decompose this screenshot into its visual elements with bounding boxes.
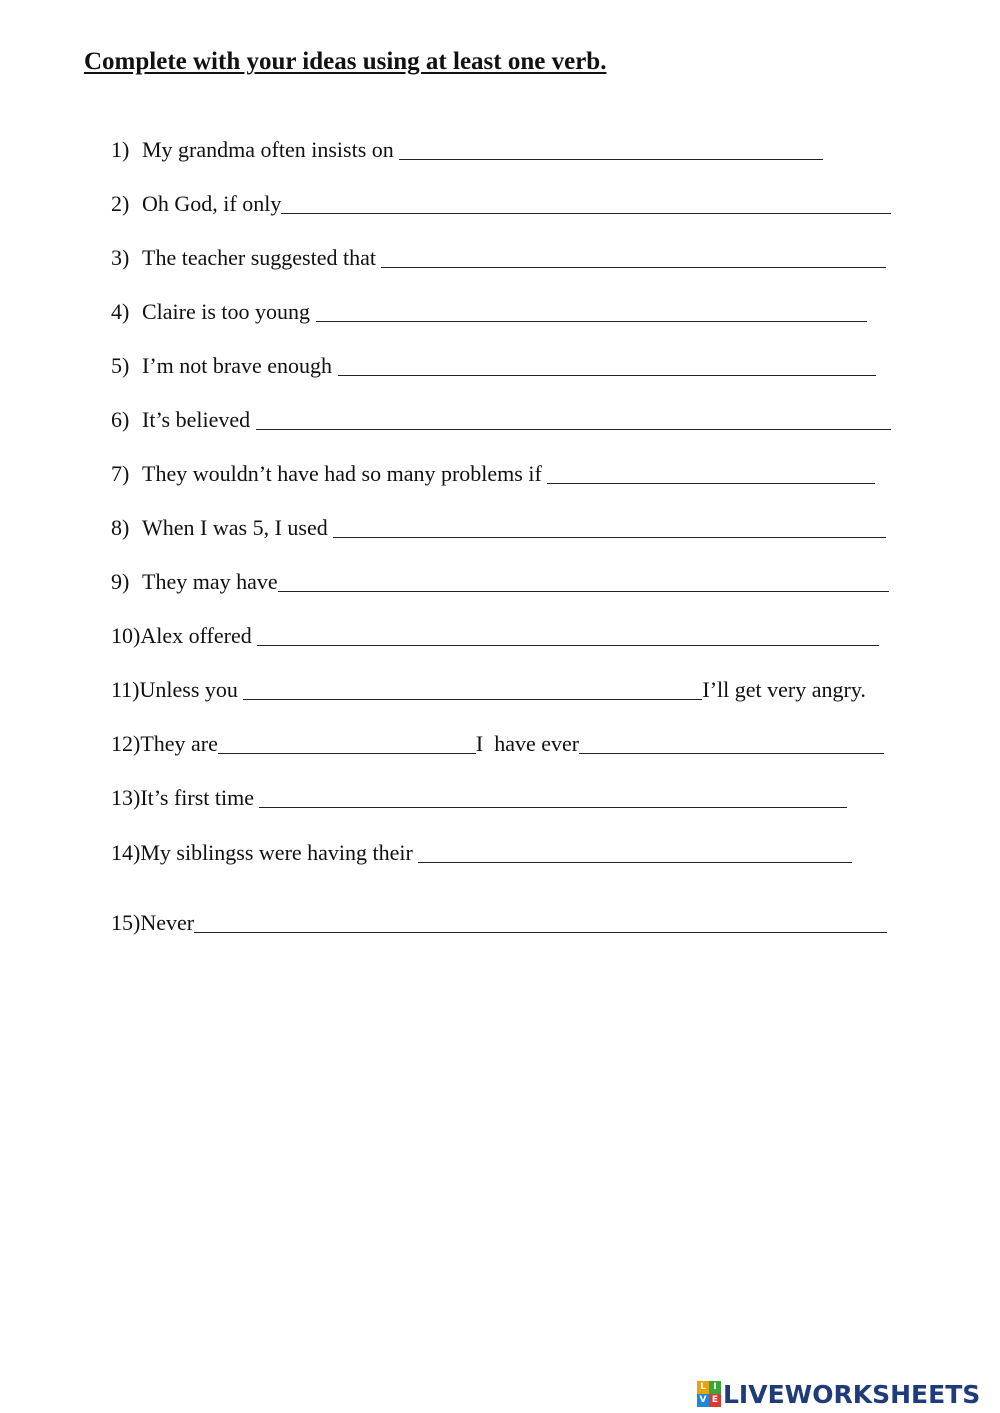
question-8 <box>111 516 886 539</box>
question-text: Unless you <box>139 677 244 702</box>
question-text: The teacher suggested that <box>142 245 382 270</box>
answer-blank-12b[interactable] <box>579 735 884 754</box>
question-text: It’s first time <box>140 785 260 810</box>
question-number: 12) <box>111 731 141 756</box>
question-number: 2) <box>111 191 130 216</box>
question-text-after: I’ll get very angry. <box>702 677 866 702</box>
question-number: 10) <box>111 623 141 648</box>
question-text: Claire is too young <box>142 299 316 324</box>
question-number: 1) <box>111 137 130 162</box>
question-9 <box>111 570 889 593</box>
question-text: My siblingss were having their <box>140 840 419 865</box>
question-text: My grandma often insists on <box>142 137 400 162</box>
question-text: They may have <box>142 569 278 594</box>
question-12 <box>111 732 884 755</box>
answer-blank-4[interactable] <box>316 303 867 322</box>
question-number: 3) <box>111 245 130 270</box>
question-3 <box>111 246 886 269</box>
question-1 <box>111 138 823 161</box>
answer-blank-10[interactable] <box>257 627 879 646</box>
answer-blank-3[interactable] <box>381 249 886 268</box>
question-2 <box>111 192 891 215</box>
answer-blank-12a[interactable] <box>218 735 476 754</box>
question-text: It’s believed <box>142 407 256 432</box>
question-number: 14) <box>111 840 141 865</box>
question-number: 9) <box>111 569 130 594</box>
question-number: 7) <box>111 461 130 486</box>
question-11 <box>111 678 866 701</box>
question-text: They are <box>140 731 218 756</box>
liveworksheets-logo <box>697 1379 980 1409</box>
answer-blank-14[interactable] <box>418 844 852 863</box>
question-number: 5) <box>111 353 130 378</box>
question-10 <box>111 624 879 647</box>
question-14 <box>111 841 852 864</box>
answer-blank-2[interactable] <box>281 195 891 214</box>
question-5 <box>111 354 876 377</box>
logo-text: LIVEWORKSHEETS <box>723 1379 981 1409</box>
answer-blank-5[interactable] <box>338 357 876 376</box>
question-text: I’m not brave enough <box>142 353 338 378</box>
question-number: 8) <box>111 515 130 540</box>
answer-blank-9[interactable] <box>278 573 889 592</box>
question-text: When I was 5, I used <box>142 515 334 540</box>
answer-blank-15[interactable] <box>194 914 887 933</box>
question-text: Never <box>140 910 195 935</box>
answer-blank-7[interactable] <box>547 465 875 484</box>
logo-letter-i: I <box>709 1381 721 1394</box>
worksheet-title: Complete with your ideas using at least one verb. <box>84 48 607 75</box>
question-4 <box>111 300 867 323</box>
question-text-middle: I have ever <box>475 731 580 756</box>
answer-blank-6[interactable] <box>256 411 891 430</box>
question-text: Alex offered <box>140 623 258 648</box>
question-number: 4) <box>111 299 130 324</box>
answer-blank-1[interactable] <box>399 141 823 160</box>
answer-blank-11[interactable] <box>243 681 702 700</box>
logo-letter-e: E <box>709 1394 721 1407</box>
answer-blank-13[interactable] <box>259 789 847 808</box>
question-text: They wouldn’t have had so many problems if <box>142 461 548 486</box>
question-15 <box>111 911 887 934</box>
answer-blank-8[interactable] <box>333 519 886 538</box>
question-6 <box>111 408 891 431</box>
question-7 <box>111 462 875 485</box>
logo-letter-v: V <box>697 1394 709 1407</box>
question-13 <box>111 786 847 809</box>
liveworksheets-logo-icon <box>697 1381 721 1407</box>
question-number: 13) <box>111 785 141 810</box>
question-number: 15) <box>111 910 141 935</box>
question-number: 6) <box>111 407 130 432</box>
question-number: 11) <box>111 677 140 702</box>
logo-letter-l: L <box>697 1381 709 1394</box>
question-text: Oh God, if only <box>142 191 282 216</box>
